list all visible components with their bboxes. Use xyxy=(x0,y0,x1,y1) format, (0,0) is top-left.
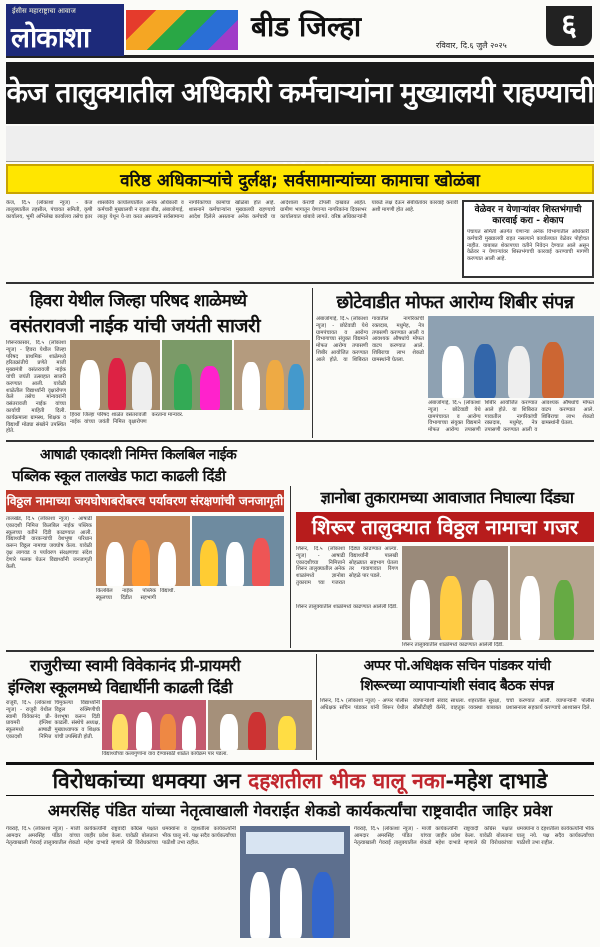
story8-headline xyxy=(6,762,594,796)
story4-headline-2: पब्लिक स्कूल तालखेड फाटा काढली दिंडी xyxy=(12,467,226,485)
story8-subhead: अमरसिंह पंडित यांच्या नेतृत्वाखाली गेवराईत शेकडो कार्यकर्त्यांचा राष्ट्रवादीत जाहिर प्रवेश xyxy=(47,801,553,820)
section-title: बीड जिल्हा xyxy=(251,10,362,43)
page-number: ६ xyxy=(546,6,592,46)
story8-headline-part1: विरोधकांच्या धमक्या अन xyxy=(52,769,249,793)
story5-body: शिरूर, दि.५ (लोकाशा न्यूज) - आषाढी एकादशीच्या निमित्ताने शिरूर तालुक्यातील अनेक शाळांमध्ये ज्ञानोबा तुकाराम च्या गजरात दिंड्या काढण्यात आल्या. विद्यार्थ्यांनी पालखी सोहळ्यात सहभाग घेतला तर गावागावात रिंगण सोहळे पार पडले. xyxy=(296,546,398,586)
divider xyxy=(6,650,594,652)
story2-photo-1 xyxy=(70,340,160,410)
story8-body: गेवराई, दि.५ (लोकाशा न्यूज) - माजी आमदार अमरसिंह पंडित यांच्या नेतृत्वाखाली गेवराई तालुक्यातील शेकडो कार्यकर्त्यांनी राष्ट्रवादी काँग्रेस पक्षात जाहीर प्रवेश केला. यावेळी बोलताना महेश दाभाडे म्हणाले की विरोधकांच्या धमक्यांना व दहशतीला कार्यकर्त्यांनी भीक घालू नये. पक्ष सदैव कार्यकर्त्यांच्या पाठीशी उभा राहील. xyxy=(6,826,236,846)
story5-caption-2: शिरूर तालुक्यातील शाळांमध्ये काढण्यात आलेली दिंडी. xyxy=(402,642,504,648)
story2-body: शिरूरकासार, दि.५ (लोकाशा न्यूज) - हिवरा येथील जिल्हा परिषद प्राथमिक शाळेमध्ये हरितक्रांतीचे प्रणेते माजी मुख्यमंत्री वसंतरावजी नाईक यांची जयंती उत्साहात साजरी करण्यात आली. यावेळी शाळेतील विद्यार्थ्यांनी वृक्षारोपण केले तसेच मान्यवरांनी वसंतरावजी नाईक यांच्या कार्याची माहिती दिली. कार्यक्रमाला ग्रामस्थ, शिक्षक व विद्यार्थी मोठ्या संख्येने उपस्थित होते. xyxy=(6,340,66,435)
lead-body: केज, दि.५ (लोकाशा न्यूज) - केज तालुक्यातील तहसील, पंचायत समिती, कृषी कार्यालय, भूमी अभिलेख कार्यालय तसेच इतर शासकीय कार्यालयातील अनेक अधिकारी व कर्मचारी मुख्यालयी न राहता बीड, अंबाजोगाई, लातूर येथून ये-जा करत असल्याने सर्वसामान्य नागरिकांच्या कामांचा खोळंबा होत आहे. शासनाने कर्मचाऱ्यांना मुख्यालयी राहण्याचे आदेश दिलेले असताना अनेक कर्मचारी या आदेशाला केराची टोपली दाखवत आहेत. ग्रामीण भागातून येणाऱ्या नागरिकांना दिवसभर कार्यालयात थांबावे लागते. वरिष्ठ अधिकाऱ्यांनी याकडे लक्ष देऊन संबंधितांवर कारवाई करावी अशी मागणी होत आहे. xyxy=(6,200,458,220)
story4-headline-1: आषाढी एकादशी निमित्त किलबिल नाईक xyxy=(40,447,237,463)
story6-photo-2 xyxy=(208,700,312,750)
story8-headline-part2: दहशतीला भीक घालू नका xyxy=(248,769,446,793)
column-rule xyxy=(290,486,291,648)
lead-headline-shadow xyxy=(6,126,594,162)
story6-caption: विद्यार्थ्यांच्या कलागुणांना वाव देण्यासाठी शाळेत कार्यक्रम पार पडला. xyxy=(102,751,228,757)
story8-headline-part3: -महेश दाभाडे xyxy=(445,769,548,793)
story2-photo-2 xyxy=(162,340,232,410)
story2-caption: हिवरा जिल्हा परिषद शाळेत वसंतरावजी नाईक यांच्या जयंती निमित्त वृक्षारोपण करताना मान्यवर. xyxy=(70,412,184,425)
sidebox xyxy=(462,200,594,278)
story7-headline-1: अप्पर पो.अधिक्षक सचिन पांडकर यांची xyxy=(363,658,551,674)
story3-photo xyxy=(428,316,594,398)
logo-text: लोकाशा xyxy=(11,21,90,54)
divider xyxy=(6,282,594,284)
logo-tagline: ईसीस महाराष्ट्राचा आवाज xyxy=(12,7,76,15)
lead-subhead: वरिष्ठ अधिकाऱ्यांचे दुर्लक्ष; सर्वसामान्यांच्या कामाचा खोळंबा xyxy=(6,164,594,194)
story7-body: शिरूर, दि.५ (लोकाशा न्यूज) - अप्पर पोलीस अधिक्षक सचिन पांडकर यांनी शिरूर येथील व्यापाऱ्यांशी संवाद साधला. शहरातील सुरक्षा, सीसीटीव्ही कॅमेरे, वाहतूक व्यवस्था याबाबत चर्चा करण्यात आली. व्यापाऱ्यांनी पोलीस प्रशासनाला सहकार्य करण्याचे आश्वासन दिले. xyxy=(320,698,594,711)
sidebox-title: वेळेवर न येणाऱ्यांवर शिस्तभंगाची कारवाई करा - शेकाप xyxy=(474,205,582,226)
story5-caption: शिरूर तालुक्यातील शाळांमध्ये काढण्यात आलेली दिंडी. xyxy=(296,604,398,610)
story4-banner: विठ्ठल नामाच्या जयघोषाबरोबरच पर्यावरण संरक्षणांची जनजागृती xyxy=(6,490,284,512)
story8-photo xyxy=(240,826,350,938)
story2-headline-1: हिवरा येथील जिल्हा परिषद शाळेमध्ये xyxy=(30,291,247,311)
story5-banner: शिरूर तालुक्यात विठ्ठल नामाचा गजर xyxy=(296,512,594,542)
story2-headline-2: वसंतरावजी नाईक यांची जयंती साजरी xyxy=(10,315,261,337)
dateline: रविवार, दि.६ जुलै २०२५ xyxy=(436,41,507,50)
story2-photo-3 xyxy=(234,340,310,410)
story3-caption: अंबाजोगाई, दि.५ (लोकाशा न्यूज) - छोटेवाडी येथे ग्रामपंचायत व आरोग्य विभागाच्या संयुक्त विद्यमाने मोफत आरोग्य तपासणी शिबीर आयोजित करण्यात आले होते. या शिबिरात गावातील नागरिकांची रक्तदाब, मधुमेह, नेत्र तपासणी करण्यात आली व आवश्यक औषधांचे मोफत वाटप करण्यात आले. शिबिराचा लाभ शेकडो ग्रामस्थांनी घेतला. xyxy=(428,400,594,434)
story3-body: अंबाजोगाई, दि.५ (लोकाशा न्यूज) - छोटेवाडी येथे ग्रामपंचायत व आरोग्य विभागाच्या संयुक्त विद्यमाने मोफत आरोग्य तपासणी शिबीर आयोजित करण्यात आले होते. या शिबिरात गावातील नागरिकांची रक्तदाब, मधुमेह, नेत्र तपासणी करण्यात आली व आवश्यक औषधांचे मोफत वाटप करण्यात आले. शिबिराचा लाभ शेकडो ग्रामस्थांनी घेतला. xyxy=(316,316,424,363)
logo xyxy=(6,4,124,56)
story8-body-2: गेवराई, दि.५ (लोकाशा न्यूज) - माजी आमदार अमरसिंह पंडित यांच्या नेतृत्वाखाली गेवराई तालुक्यातील शेकडो कार्यकर्त्यांनी राष्ट्रवादी काँग्रेस पक्षात जाहीर प्रवेश केला. यावेळी बोलताना महेश दाभाडे म्हणाले की विरोधकांच्या धमक्यांना व दहशतीला कार्यकर्त्यांनी भीक घालू नये. पक्ष सदैव कार्यकर्त्यांच्या पाठीशी उभा राहील. xyxy=(354,826,594,846)
column-rule xyxy=(316,654,317,760)
story5-photo-1 xyxy=(402,546,508,640)
story6-headline-1: राजुरीच्या स्वामी विवेकानंद प्री-प्रायमरी xyxy=(30,656,241,675)
story5-photo-2 xyxy=(510,546,594,640)
story4-body: तालखेड, दि.५ (लोकाशा न्यूज) - आषाढी एकादशी निमित्त किलबिल नाईक पब्लिक स्कूलच्या वतीने दिंडी काढण्यात आली. विद्यार्थ्यांनी वारकऱ्यांची वेशभूषा परिधान करून विठ्ठल नामाचा जयघोष केला. यावेळी वृक्ष लागवड व पर्यावरण संरक्षणाचा संदेश देणारे फलक घेऊन विद्यार्थ्यांनी जनजागृती केली. xyxy=(6,516,92,570)
story4-caption: किलबिल नाईक पब्लिक स्कूलच्या दिंडीत सहभागी विद्यार्थी. xyxy=(96,588,176,601)
story6-body: राजुरी, दि.५ (लोकाशा न्यूज) - राजुरी येथील स्वामी विवेकानंद प्री-प्रायमरी इंग्लिश स्कूलमध्ये आषाढी एकादशी निमित्त चिमुकल्या विद्यार्थ्यांनी विठ्ठल रुक्मिणीची वेशभूषा करून दिंडी काढली. संस्थेचे अध्यक्ष, मुख्याध्यापक व शिक्षक यांची उपस्थिती होती. xyxy=(6,700,100,740)
story6-headline-2: इंग्लिश स्कूलमध्ये विद्यार्थीनी काढली दिंडी xyxy=(8,678,233,697)
story4-photo-2 xyxy=(192,516,284,586)
story3-headline: छोटेवाडीत मोफत आरोग्य शिबीर संपन्न xyxy=(336,292,574,313)
story6-photo-1 xyxy=(102,700,206,750)
sidebox-body: पंचायत समिती अंतर्गत येणाऱ्या अनेक विभागातील अधिकारी कर्मचारी मुख्यालयी राहत नसल्याने कार्यालयात वेळेवर पोहोचत नाहीत. याबाबत शेकापच्या वतीने निवेदन देण्यात आले असून वेळेवर न येणाऱ्यांवर शिस्तभंगाची कारवाई करण्याची मागणी करण्यात आली आहे. xyxy=(467,229,589,263)
masthead xyxy=(6,4,594,58)
story7-headline-2: शिरूरच्या व्यापाऱ्यांशी संवाद बैठक संपन्न xyxy=(360,678,554,694)
decorative-stripe xyxy=(126,10,238,50)
story4-photo-1 xyxy=(96,516,190,586)
story5-headline: ज्ञानोबा तुकारामच्या आवाजात निघाल्या दिंड्या xyxy=(320,488,574,507)
column-rule xyxy=(312,288,313,438)
divider xyxy=(6,440,594,442)
lead-headline: केज तालुक्यातील अधिकारी कर्मचाऱ्यांना मुख्यालयी राहण्याची xyxy=(6,62,594,124)
